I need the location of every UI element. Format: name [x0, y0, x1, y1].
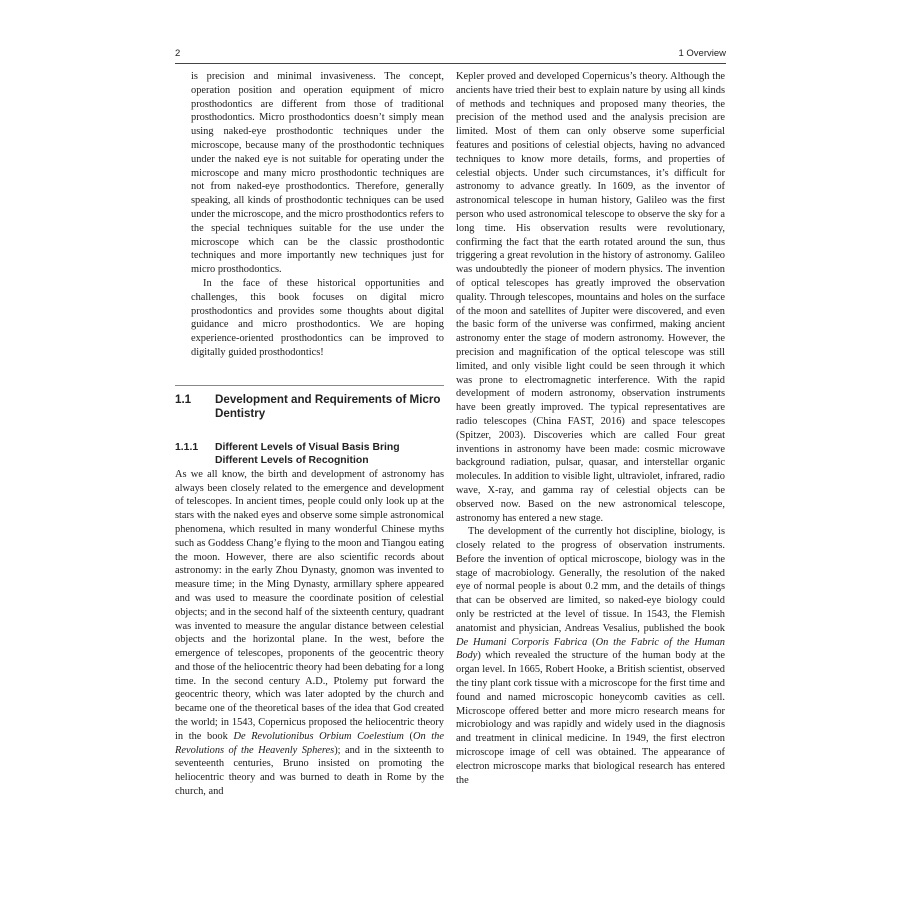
text-run: The development of the currently hot discipline, biology, is closely related to the progress of observation instruments. Before the invention of optical microscope, biology was in the stage of macrobiology. Generally, the resolution of the naked eye of normal people is about 0.2 mm, and the details of things that can be observed are limited, so naked-eye biology could only be restricted at the level of tissue. In 1543, the Flemish anatomist and physician, Andreas Vesalius, published the book	[456, 526, 725, 634]
chapter-title: 1 Overview	[678, 48, 726, 59]
right-column	[456, 70, 725, 787]
page-number: 2	[175, 48, 181, 59]
header-rule	[175, 63, 726, 64]
right-paragraph-1: Kepler proved and developed Copernicus’s theory. Although the ancients have tried their best to explain nature by using all kinds of methods and techniques and proposed many theories, the precision of the method used and the analysis precision are limited. Most of them can only observe some superficial features and positions of celestial objects, having no advanced techniques to know more details, forms, and properties of celestial objects. Under such circumstances, it’s difficult for astronomy to advance greatly. In 1609, as the inventor of astronomical telescope in human history, Galileo was the first person who used astronomical telescope to observe the sky for a long time. His observation results were revolutionary, confirming the fact that the earth rotated around the sun, thus triggering a great revolution in the history of astronomy. Galileo was undoubtedly the pioneer of modern physics. The invention of optical telescopes has greatly improved the observation quality. Through telescopes, mountains and holes on the surface of the moon and satellites of Jupiter were discovered, and even the basic form of the universe was confirmed, making ancient astronomy enter the stage of modern astronomy. However, the precision and magnification of the optical telescope was still limited, and only visible light could be seen through it which was prone to electromagnetic interference. With the rapid development of modern astronomy, observation instruments have been greatly improved. The typical representatives are radio telescopes (China FAST, 2016) and space telescopes (Spitzer, 2003). Discoveries which are called Four great inventions in astronomy have been made: cosmic microwave background radiation, pulsar, quasar, and interstellar organic molecules. In addition to visible light, ultraviolet, infrared, radio wave, X-ray, and gamma ray of celestial objects can be observed now. Based on the new astronomical telescope, astronomy has entered a new stage.	[456, 71, 725, 524]
text-run: (	[587, 636, 596, 648]
subsection-heading	[175, 441, 444, 468]
book-title-english: On the Revolutions of the Heavenly Spheres	[175, 730, 444, 756]
left-paragraph-3	[175, 468, 444, 799]
left-paragraph-1: is precision and minimal invasiveness. The concept, operation position and operation equipment of micro prosthodontics are different from those of traditional prosthodontics. Micro prosthodontics doesn’t simply mean using naked-eye prosthodontic techniques under the microscope, because many of the prosthodontic techniques under the naked eye is not suitable for operating under the microscope and many micro prosthodontic techniques are not from naked-eye prosthodontics. Therefore, generally speaking, all kinds of prosthodontic techniques can be used under the microscope, and the micro prosthodontics refers to the special techniques suitable for the use under the microscope which can be the classic prosthodontic techniques and more importantly new techniques just for micro prosthodontics.	[191, 71, 444, 276]
right-paragraph-2	[456, 525, 725, 787]
book-title-english: On the Fabric of the Human Body	[456, 636, 725, 662]
text-run: As we all know, the birth and development of astronomy has always been closely related to the emergence and development of telescopes. In ancient times, people could only look up at the stars with the naked eyes and observe some simple astronomical phenomena, which resulted in many wonderful Chinese myths such as Goddess Chang’e flying to the moon and Tiangou eating the moon. However, there are also scientific records about astronomy: in the early Zhou Dynasty, gnomon was invented to measure time; in the Ming Dynasty, armillary sphere appeared and was used to measure the coordinate position of celestial objects; and in the second half of the sixteenth century, quadrant was invented to measure the angular distance between celestial objects and the horizontal plane. In the west, before the emergence of telescopes, proponents of the geocentric theory and those of the heliocentric theory had been debating for a long time. In the second century A.D., Ptolemy put forward the geocentric theory, which was later adopted by the church and became one of the theoretical bases of the idea that God created the world; in 1543, Copernicus proposed the heliocentric theory in the book	[175, 468, 444, 742]
book-title-latin: De Revolutionibus Orbium Coelestium	[233, 730, 404, 742]
book-title-latin: De Humani Corporis Fabrica	[456, 636, 588, 648]
running-head	[175, 48, 726, 62]
section-heading	[175, 393, 444, 421]
text-run: (	[403, 730, 413, 742]
subsection-title: Different Levels of Visual Basis Bring Different Levels of Recognition	[215, 441, 400, 467]
text-run: ) which revealed the structure of the human body at the organ level. In 1665, Robert Hooke, a British scientist, observed the tiny plant cork tissue with a microscope for the first time and found and named microscopic honeycomb cavities as cell. Microscope offered better and more micro research means for microbiology and was rapidly and widely used in the diagnosis and treatment in clinical medicine. In 1949, the first electron microscope image of cell was obtained. The appearance of electron microscope marks that biological research has entered the	[456, 650, 725, 786]
section-rule	[175, 385, 444, 386]
text-run: ); and in the sixteenth to seventeenth centuries, Bruno insisted on promoting the heliocentric theory and was burned to death in Rome by the church, and	[175, 744, 444, 798]
section-title: Development and Requirements of Micro Dentistry	[215, 392, 441, 420]
left-column	[175, 70, 444, 799]
left-paragraph-2: In the face of these historical opportunities and challenges, this book focuses on digital micro prosthodontics and provides some thoughts about digital guidance and micro prosthodontics. We are hoping experience-oriented prosthodontics can be improved to digitally guided prosthodontics!	[191, 277, 444, 358]
section-number: 1.1	[175, 392, 192, 406]
subsection-number: 1.1.1	[175, 441, 199, 453]
